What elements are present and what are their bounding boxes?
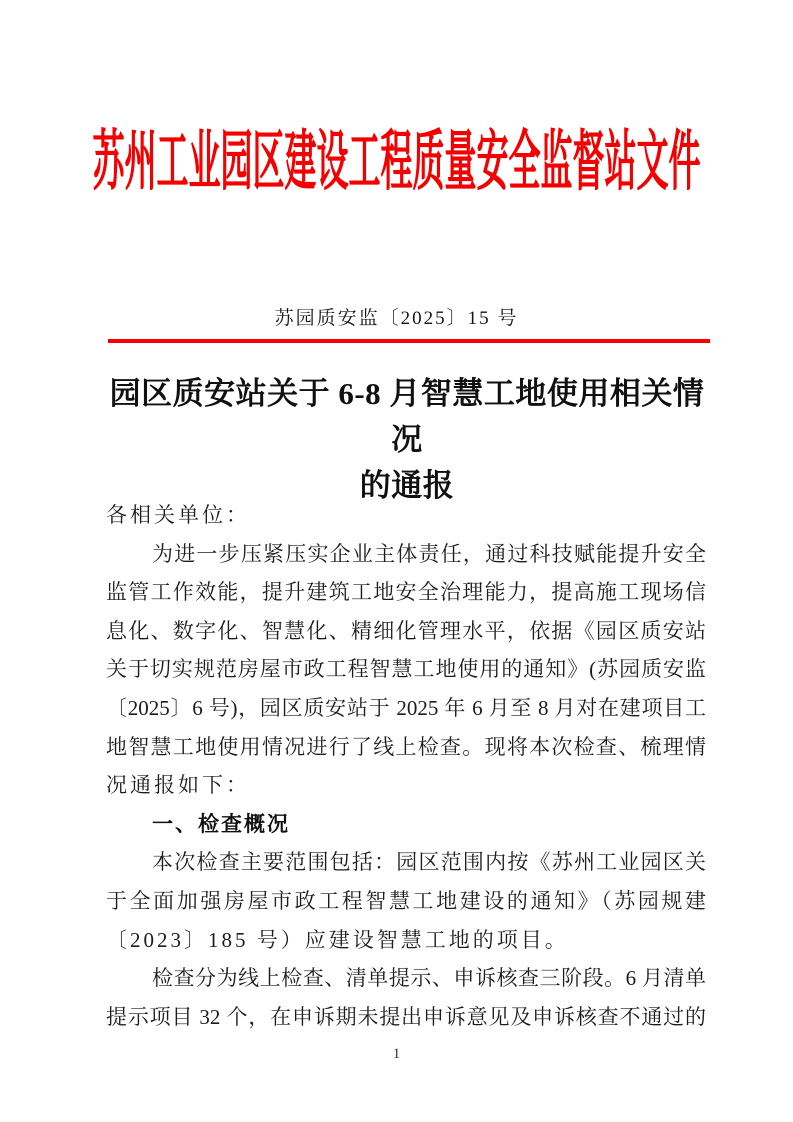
letterhead-org-name-text: 苏州工业园区建设工程质量安全监督站文件 [92, 123, 701, 198]
body-line: 地智慧工地使用情况进行了线上检查。现将本次检查、梳理情 [106, 734, 706, 759]
body-line: 各相关单位： [106, 503, 250, 527]
section-heading: 一、检查概况 [152, 811, 290, 836]
document-body [106, 496, 706, 1036]
body-line: 于全面加强房屋市政工程智慧工地建设的通知》（苏园规建 [106, 888, 706, 913]
document-title-line1: 园区质安站关于 6-8 月智慧工地使用相关情况 [109, 376, 705, 457]
body-line: 况通报如下： [106, 773, 250, 798]
red-divider-line [108, 339, 710, 343]
body-line: 〔2025〕6 号)，园区质安站于 2025 年 6 月至 8 月对在建项目工 [106, 695, 706, 720]
body-line: 息化、数字化、智慧化、精细化管理水平，依据《园区质安站 [106, 618, 706, 643]
body-line: 关于切实规范房屋市政工程智慧工地使用的通知》(苏园质安监 [106, 657, 706, 682]
page-number: 1 [392, 1046, 401, 1062]
letterhead-org-name [0, 123, 793, 198]
doc-number: 苏园质安监〔2025〕15 号 [274, 308, 519, 329]
document-title-line2: 的通报 [359, 468, 455, 503]
body-line: 监管工作效能，提升建筑工地安全治理能力，提高施工现场信 [106, 580, 706, 605]
body-line: 检查分为线上检查、清单提示、申诉核查三阶段。6 月清单 [152, 966, 706, 991]
document-title [97, 371, 717, 509]
body-line: 提示项目 32 个，在申诉期未提出申诉意见及申诉核查不通过的 [106, 1004, 706, 1029]
body-line: 本次检查主要范围包括：园区范围内按《苏州工业园区关 [152, 850, 706, 875]
body-line: 为进一步压紧压实企业主体责任，通过科技赋能提升安全 [152, 541, 706, 566]
body-line: 〔2023〕185 号）应建设智慧工地的项目。 [106, 927, 569, 952]
